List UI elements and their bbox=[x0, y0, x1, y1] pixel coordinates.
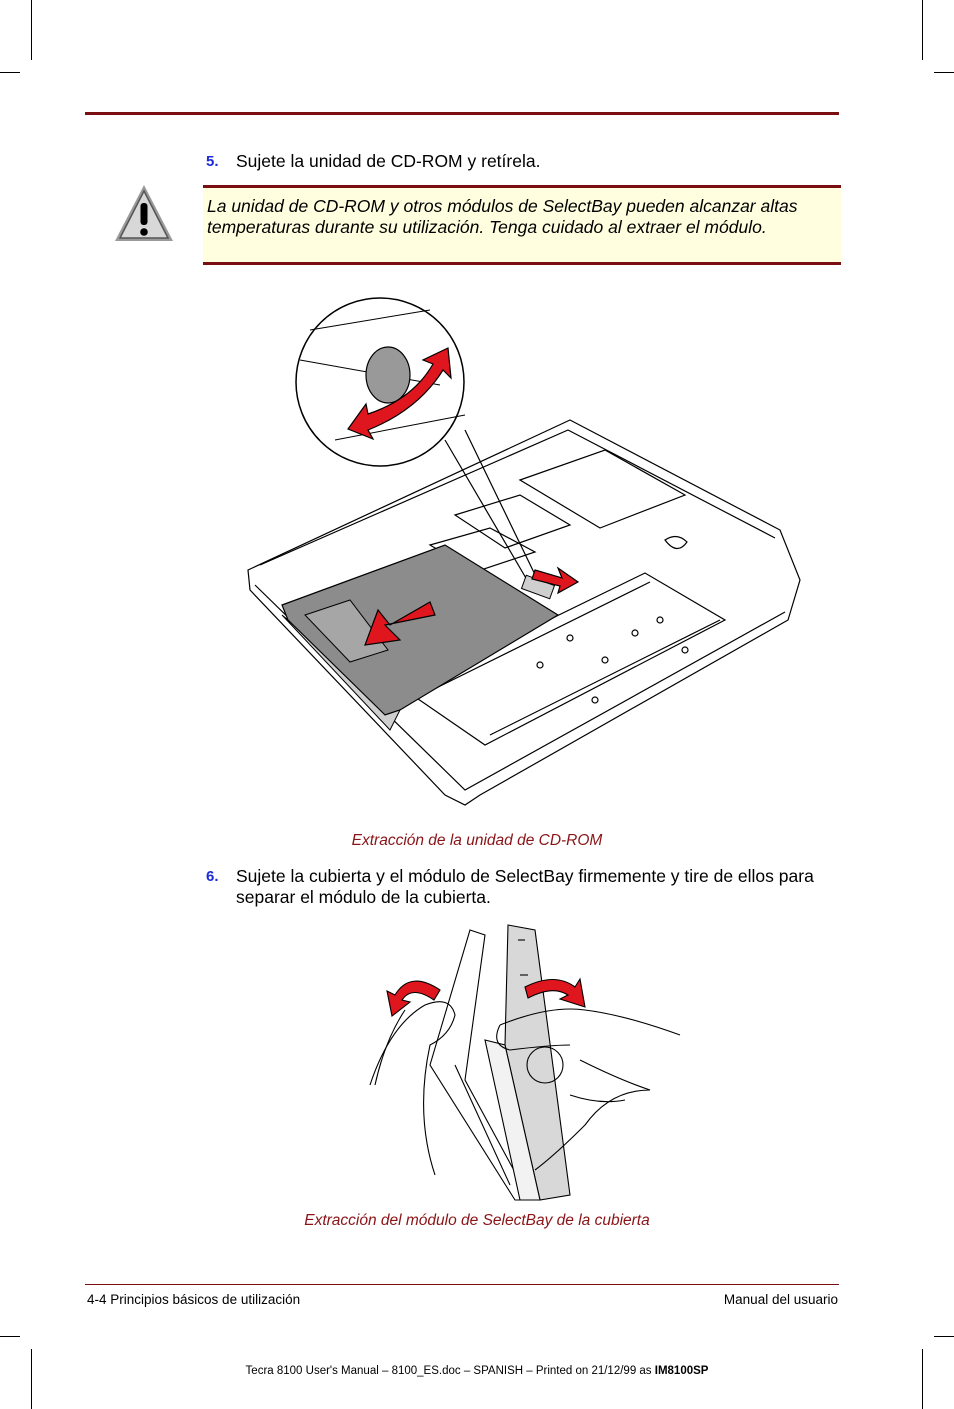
warning-triangle-icon bbox=[113, 183, 175, 245]
crop-mark bbox=[922, 1349, 923, 1409]
cdrom-removal-illustration bbox=[240, 290, 805, 820]
crop-mark bbox=[934, 72, 954, 73]
print-info-code: IM8100SP bbox=[654, 1365, 709, 1377]
crop-mark bbox=[934, 1336, 954, 1337]
figure-caption: Extracción del módulo de SelectBay de la cubierta bbox=[304, 1212, 650, 1229]
warning-box bbox=[203, 185, 841, 265]
step-number: 6. bbox=[206, 868, 219, 885]
footer-section-title: 4-4 Principios básicos de utilización bbox=[87, 1292, 301, 1307]
step-text: Sujete la cubierta y el módulo de SelectBay firmemente y tire de ellos para separar el módulo de la cubierta. bbox=[236, 866, 814, 907]
selectbay-separation-illustration bbox=[360, 915, 690, 1205]
warning-text: La unidad de CD-ROM y otros módulos de SelectBay pueden alcanzar altas temperaturas durante su utilización. Tenga cuidado al extraer el módulo. bbox=[207, 196, 798, 237]
print-info bbox=[0, 1365, 954, 1377]
crop-mark bbox=[31, 0, 32, 60]
step-number: 5. bbox=[206, 153, 219, 170]
header-rule bbox=[85, 112, 839, 115]
crop-mark bbox=[31, 1349, 32, 1409]
print-info-text: Tecra 8100 User's Manual – 8100_ES.doc – SPANISH – Printed on 21/12/99 as bbox=[245, 1365, 655, 1377]
crop-mark bbox=[0, 1336, 20, 1337]
crop-mark bbox=[922, 0, 923, 60]
footer-rule bbox=[85, 1284, 839, 1285]
footer-manual-title: Manual del usuario bbox=[723, 1292, 838, 1307]
figure-caption: Extracción de la unidad de CD-ROM bbox=[351, 832, 603, 849]
crop-mark bbox=[0, 72, 20, 73]
step-text: Sujete la unidad de CD-ROM y retírela. bbox=[236, 151, 541, 171]
